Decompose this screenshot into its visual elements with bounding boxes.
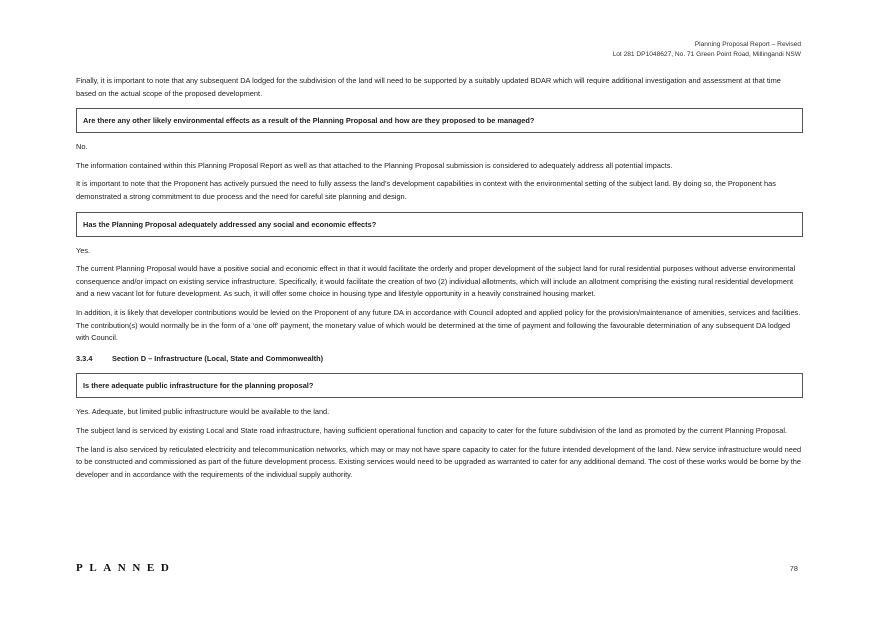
paragraph: It is important to note that the Proponent has actively pursued the need to fully assess the land’s development capabilities in context with the environmental setting of the subject land. By doing so, the Proponent has demonstrated a strong commitment to due process and the need for careful site planning and design. [76, 179, 776, 201]
question-box-social-economic: Has the Planning Proposal adequately addressed any social and economic effects? [76, 212, 803, 237]
paragraph-intro: Finally, it is important to note that any subsequent DA lodged for the subdivision of the land will need to be supported by a suitably updated BDAR which will require additional investigation and assessment at that time based on the actual scope of the proposed development. [76, 76, 781, 98]
header-address: Lot 281 DP1048627, No. 71 Green Point Road, Millingandi NSW [612, 50, 801, 58]
paragraph: The land is also serviced by reticulated electricity and telecommunication networks, which may or may not have spare capacity to cater for the future intended development of the land. New service infrastructure would need to be constructed and commissioned as part of the future development process. Existing services would need to be upgraded as warranted to cater for any additional demand. The cost of these works would be borne by the developer and in accordance with the requirements of the individual supply authority. [76, 444, 802, 479]
paragraph: The subject land is serviced by existing Local and State road infrastructure, having sufficient operational function and capacity to cater for the future subdivision of the land as promoted by the current Planning Proposal. [76, 425, 788, 435]
question-box-environmental: Are there any other likely environmental effects as a result of the Planning Proposal and how are they proposed to be managed? [76, 108, 803, 133]
page-header [613, 40, 801, 59]
page-number: 78 [789, 564, 798, 573]
paragraph: The current Planning Proposal would have a positive social and economic effect in that it would facilitate the orderly and proper development of the subject land for rural residential purposes without adverse environmental consequence and/or impact on existing service infrastructure. Specifically, it would facilitate the creation of two (2) individual allotments, which will include an allotment comprising the existing rural residential development and a new vacant lot for future development. As such, it will offer some choice in housing type and lifestyle opportunity in a heavily constrained housing market. [76, 264, 796, 299]
question-box-infrastructure: Is there adequate public infrastructure for the planning proposal? [76, 373, 803, 398]
header-title: Planning Proposal Report – Revised [694, 41, 801, 48]
answer-short: Yes. [76, 245, 91, 255]
planned-logo: PLANNED [76, 562, 176, 574]
page-content [76, 75, 803, 487]
section-number: 3.3.4 [76, 353, 93, 363]
paragraph: The information contained within this Planning Proposal Report as well as that attached to the Planning Proposal submission is considered to adequately address all potential impacts. [76, 160, 673, 170]
section-title: Section D – Infrastructure (Local, State and Commonwealth) [112, 353, 324, 363]
answer-short: Yes. Adequate, but limited public infrastructure would be available to the land. [76, 407, 330, 417]
paragraph: In addition, it is likely that developer contributions would be levied on the Proponent of any future DA in accordance with Council adopted and applied policy for the provision/maintenance of amenities, services and facilities. The contribution(s) would normally be in the form of a ‘one off’ payment, the monetary value of which would be determined at the time of payment and following the favourable determination of any subsequent DA lodged with Council. [76, 307, 801, 343]
answer-short: No. [76, 142, 88, 152]
section-heading [76, 353, 803, 366]
